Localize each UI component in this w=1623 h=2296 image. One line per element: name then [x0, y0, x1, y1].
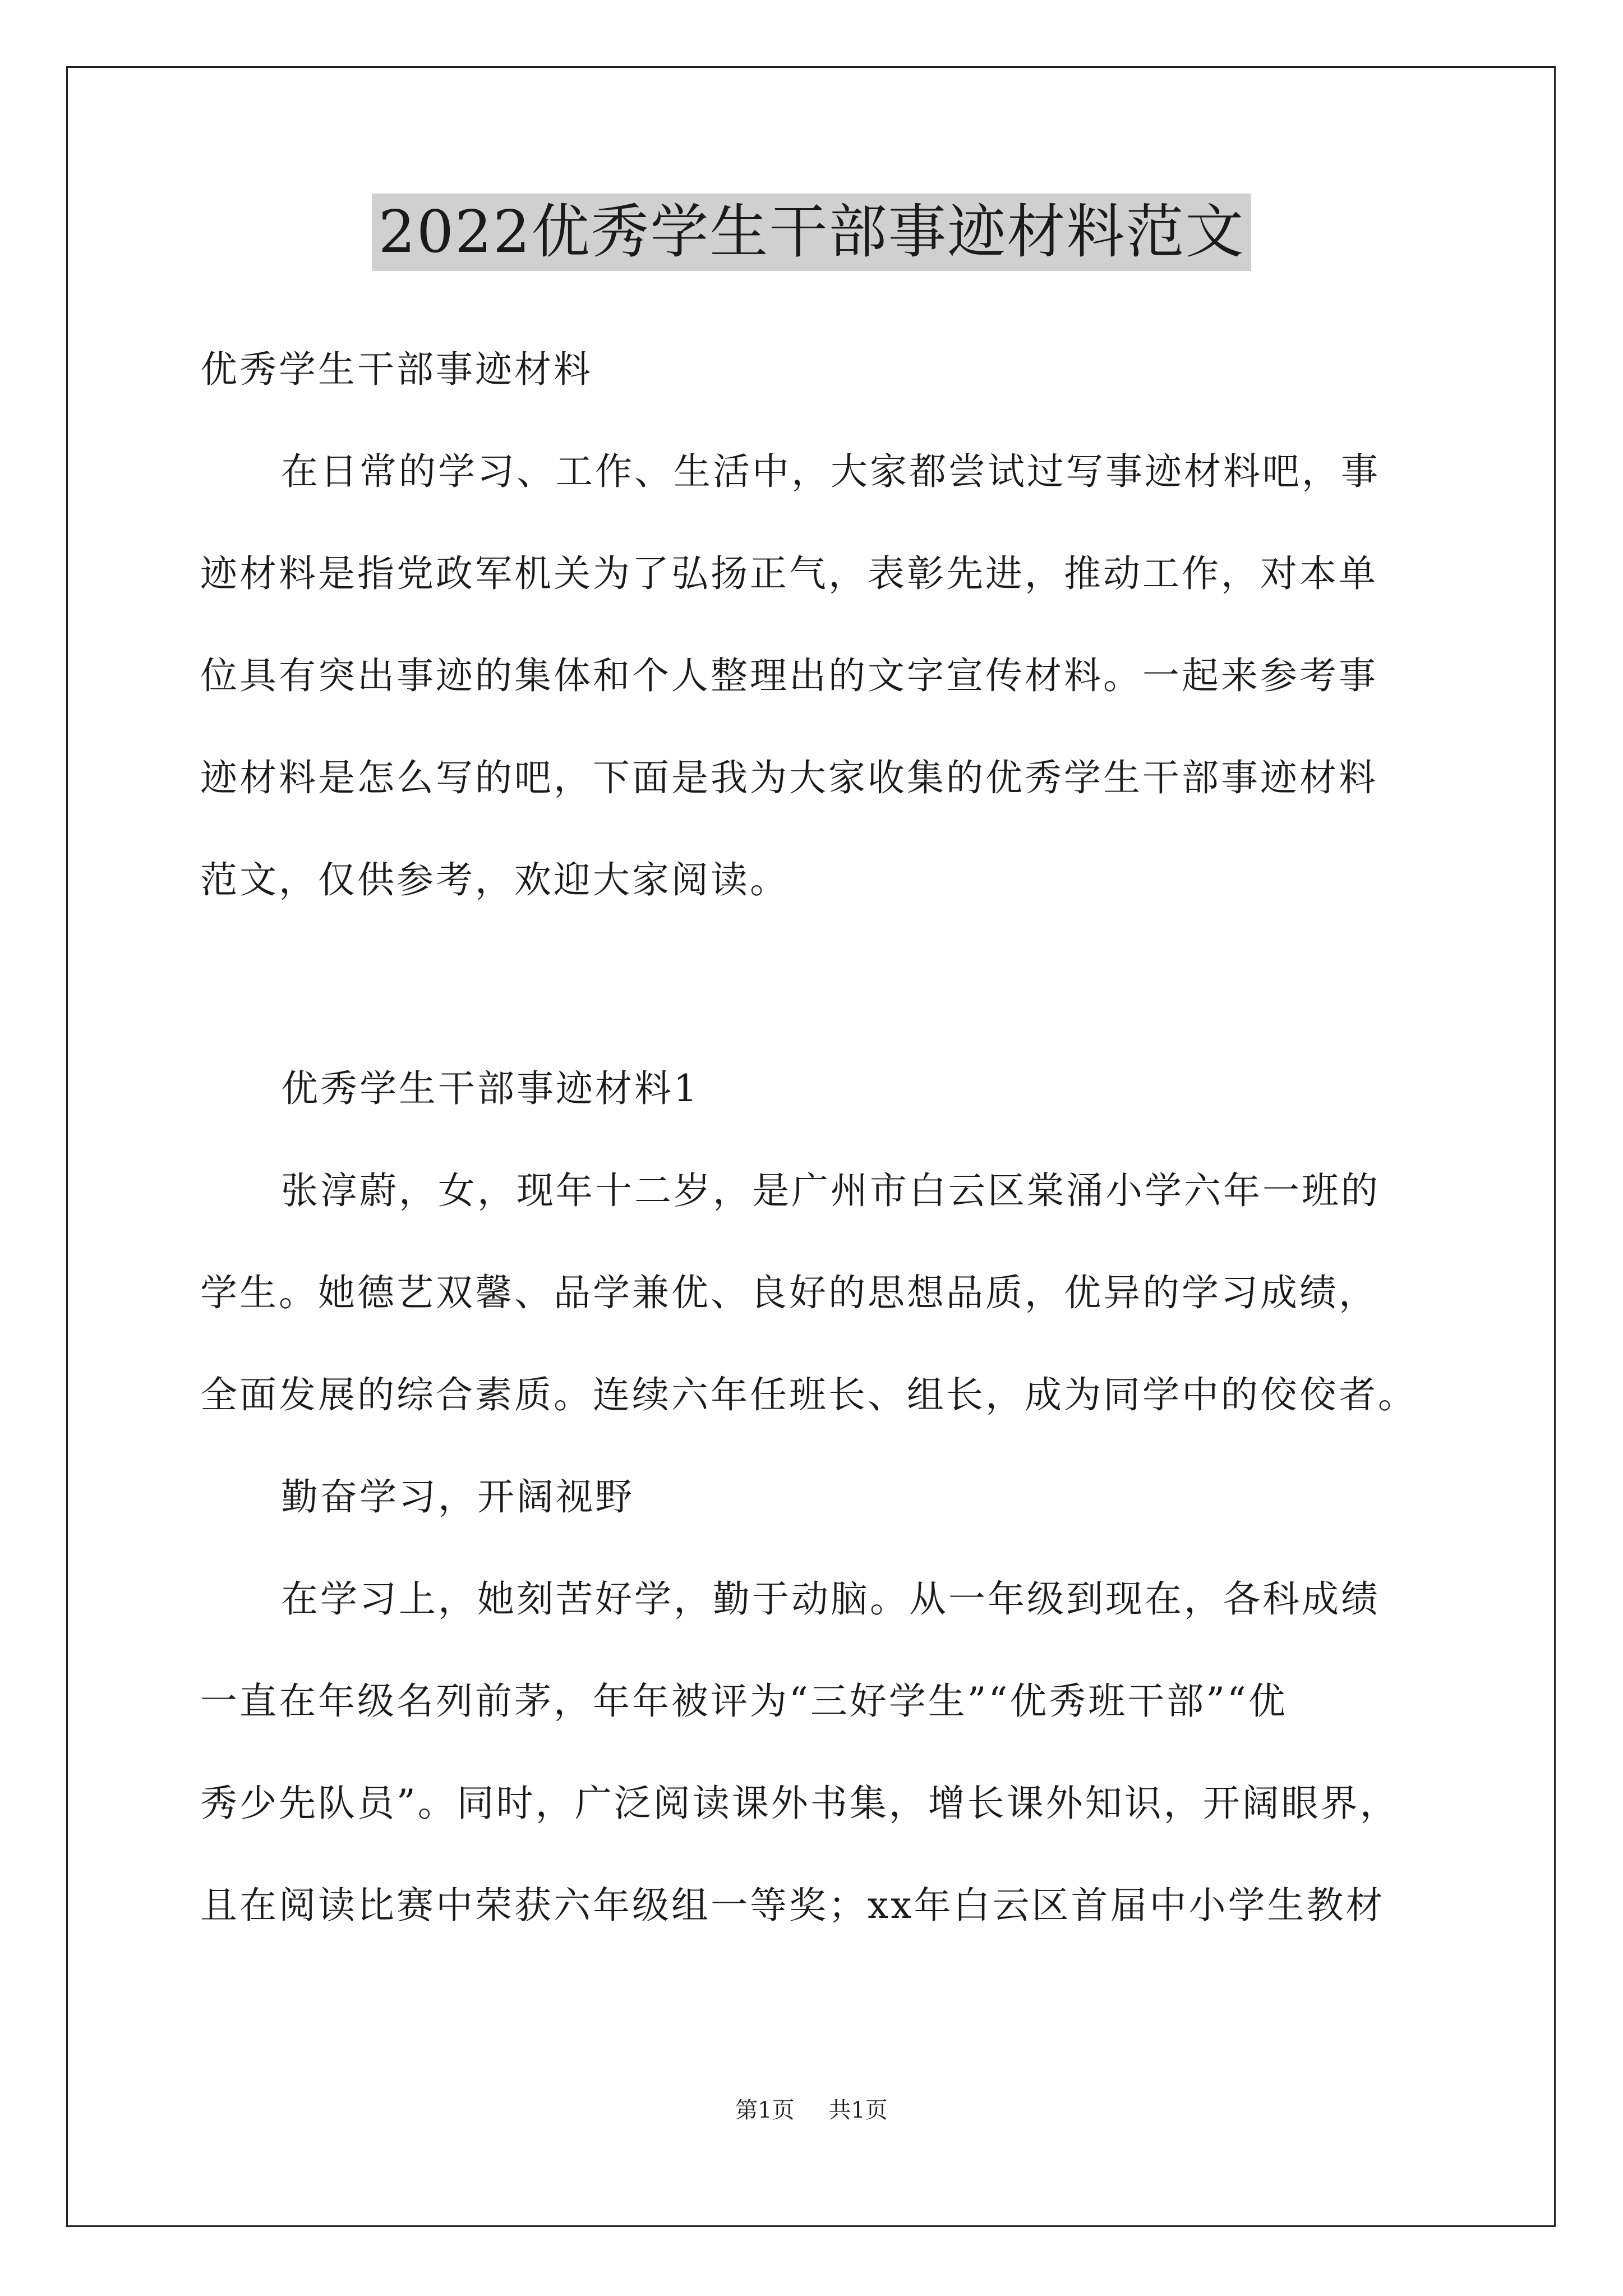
paragraph-line: 张淳蔚，女，现年十二岁，是广州市白云区棠涌小学六年一班的 [281, 1169, 1380, 1212]
paragraph-line: 位具有突出事迹的集体和个人整理出的文字宣传材料。一起来参考事 [200, 654, 1378, 697]
paragraph-gap [200, 931, 1434, 1038]
paragraph-line: 在日常的学习、工作、生活中，大家都尝试过写事迹材料吧，事 [281, 450, 1380, 493]
paragraph-line: 全面发展的综合素质。连续六年任班长、组长，成为同学中的佼佼者。 [200, 1373, 1417, 1416]
paragraph-line: 秀少先队员”。同时，广泛阅读课外书集，增长课外知识，开阔眼界， [200, 1782, 1399, 1825]
paragraph-line: 一直在年级名列前茅，年年被评为“三好学生”“优秀班干部”“优 [200, 1680, 1288, 1723]
paragraph-line: 在学习上，她刻苦好学，勤于动脑。从一年级到现在，各科成绩 [281, 1577, 1380, 1621]
sub-heading: 优秀学生干部事迹材料1 [281, 1067, 699, 1110]
paragraph-line: 学生。她德艺双馨、品学兼优、良好的思想品质，优异的学习成绩， [200, 1271, 1378, 1314]
page-number: 第1页 [735, 2097, 795, 2123]
paragraph-line: 迹材料是怎么写的吧，下面是我为大家收集的优秀学生干部事迹材料 [200, 756, 1378, 799]
paragraph-line: 且在阅读比赛中荣获六年级组一等奖；xx年白云区首届中小学生教材 [200, 1884, 1385, 1927]
page-footer [0, 2093, 1623, 2127]
paragraph-line: 迹材料是指党政军机关为了弘扬正气，表彰先进，推动工作，对本单 [200, 552, 1378, 595]
paragraph-line: 范文，仅供参考，欢迎大家阅读。 [200, 858, 789, 901]
sub-heading: 勤奋学习，开阔视野 [281, 1475, 634, 1519]
section-heading: 优秀学生干部事迹材料 [200, 348, 593, 391]
page-total: 共1页 [828, 2097, 888, 2123]
document-title: 2022优秀学生干部事迹材料范文 [372, 194, 1252, 271]
title-area [0, 194, 1623, 271]
document-body [200, 319, 1434, 1957]
